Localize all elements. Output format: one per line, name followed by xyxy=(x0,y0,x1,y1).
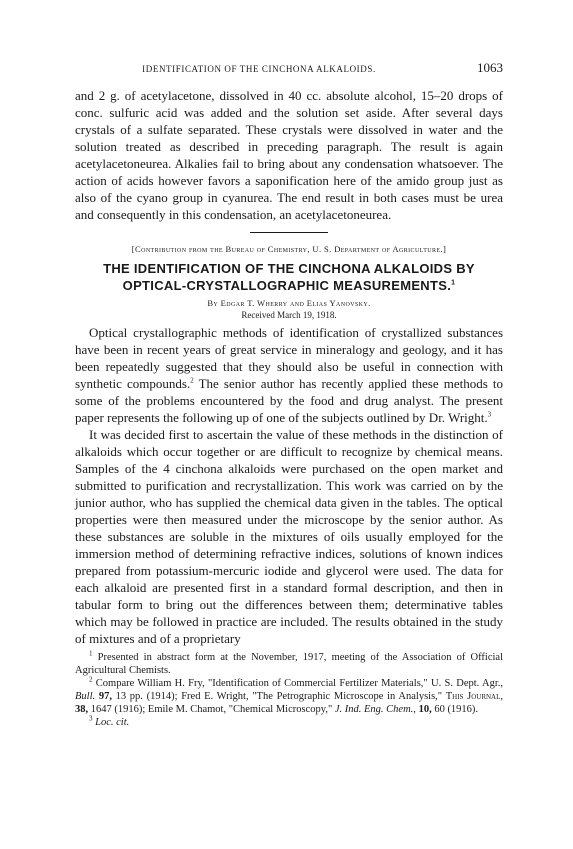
received-date: Received March 19, 1918. xyxy=(241,310,337,320)
intro-paragraph xyxy=(75,324,503,426)
footnote-1-mark: 1 xyxy=(89,649,93,658)
page-number: 1063 xyxy=(477,60,503,75)
running-title: IDENTIFICATION OF THE CINCHONA ALKALOIDS. xyxy=(142,64,376,74)
footnote-2-mark: 2 xyxy=(89,675,93,684)
article-title-text: THE IDENTIFICATION OF THE CINCHONA ALKALOIDS BY OPTICAL-CRYSTALLOGRAPHIC MEASUREMENTS. xyxy=(103,261,475,293)
running-header xyxy=(75,60,503,78)
footnote-2-jiec: J. Ind. Eng. Chem., xyxy=(334,704,416,715)
method-paragraph: It was decided first to ascertain the value of these methods in the distinction of alkaloids which occur together or are difficult to recognize by chemical means. Samples of the 4 cinchona alkaloids were purchased on the open market and submitted to purification and recrystallization. This work was carried on by the junior author, who has supplied the chemical data given in the tables. The optical properties were then measured under the microscope by the senior author. As these substances are soluble in the mixtures of oils usually employed for the immersion method of determining refractive indices, solutions of known indices prepared from potassium-mercuric iodide and glycerol were used. The data for each alkaloid are presented first in a standard formal description, and then in tabular form to bring out the differences between them; determinative tables which may be followed in practice are included. The results obtained in the study of mixtures and of a proprietary xyxy=(75,427,503,646)
footnote-2-text-a: Compare William H. Fry, "Identification of Commercial Fertilizer Materials," U. S. Dept. Agr., xyxy=(92,678,503,689)
footnote-3-text: Loc. cit. xyxy=(92,717,130,728)
journal-page xyxy=(75,60,503,729)
footnote-ref-2: 2 xyxy=(190,376,194,385)
footnotes xyxy=(75,651,503,729)
footnote-3-mark: 3 xyxy=(89,714,93,723)
footnote-2-vol-1: 97, xyxy=(98,691,112,702)
footnote-1 xyxy=(75,651,503,677)
footnote-2-text-c: 1647 (1916); Emile M. Chamot, "Chemical Microscopy," xyxy=(88,704,335,715)
article-title xyxy=(75,260,503,294)
footnote-2-text-d: 60 (1916). xyxy=(431,704,479,715)
footnote-2-journal: This Journal, xyxy=(445,691,503,702)
title-footnote-marker: 1 xyxy=(451,279,456,287)
section-divider xyxy=(250,232,328,233)
footnote-1-text: Presented in abstract form at the November, 1917, meeting of the Association of Official Agricultural Chemists. xyxy=(75,652,503,676)
footnote-2-vol-2: 38, xyxy=(75,704,89,715)
intro-text-2: The senior author has recently applied these methods to some of the problems encountered by the food and drug analyst. The present paper represents the following up of one of the subjects outlined by Dr. Wright. xyxy=(75,376,503,425)
footnote-3 xyxy=(75,716,503,729)
footnote-2-vol-3: 10, xyxy=(418,704,432,715)
author-byline: By Edgar T. Wherry and Elias Yanovsky. xyxy=(207,298,371,308)
contribution-line: [Contribution from the Bureau of Chemistry, U. S. Department of Agriculture.] xyxy=(131,244,447,254)
footnote-ref-3: 3 xyxy=(487,410,492,419)
footnote-2-bull: Bull. xyxy=(75,691,96,702)
footnote-2 xyxy=(75,677,503,716)
intro-text-1: Optical crystallographic methods of identification of crystallized substances have been in recent years of great service in mineralogy and geology, and it has been repeatedly suggested that they should also be useful in connection with synthetic compounds. xyxy=(75,325,503,391)
continued-paragraph: and 2 g. of acetylacetone, dissolved in 40 cc. absolute alcohol, 15–20 drops of conc. sulfuric acid was added and the solution set aside. After several days crystals of a sulfate separated. These crystals were dissolved in water and the solution treated as described in preceding paragraph. The result is again acetylacetoneurea. Alkalies fail to bring about any condensation whatsoever. The action of acids however favors a saponification here of the amido group just as also of the cyano group in cyanurea. The end result in both cases must be urea and consequently in this condensation, an acetylacetoneurea. xyxy=(75,88,503,222)
footnote-2-text-b: 13 pp. (1914); Fred E. Wright, "The Petrographic Microscope in Analysis," xyxy=(111,691,446,702)
